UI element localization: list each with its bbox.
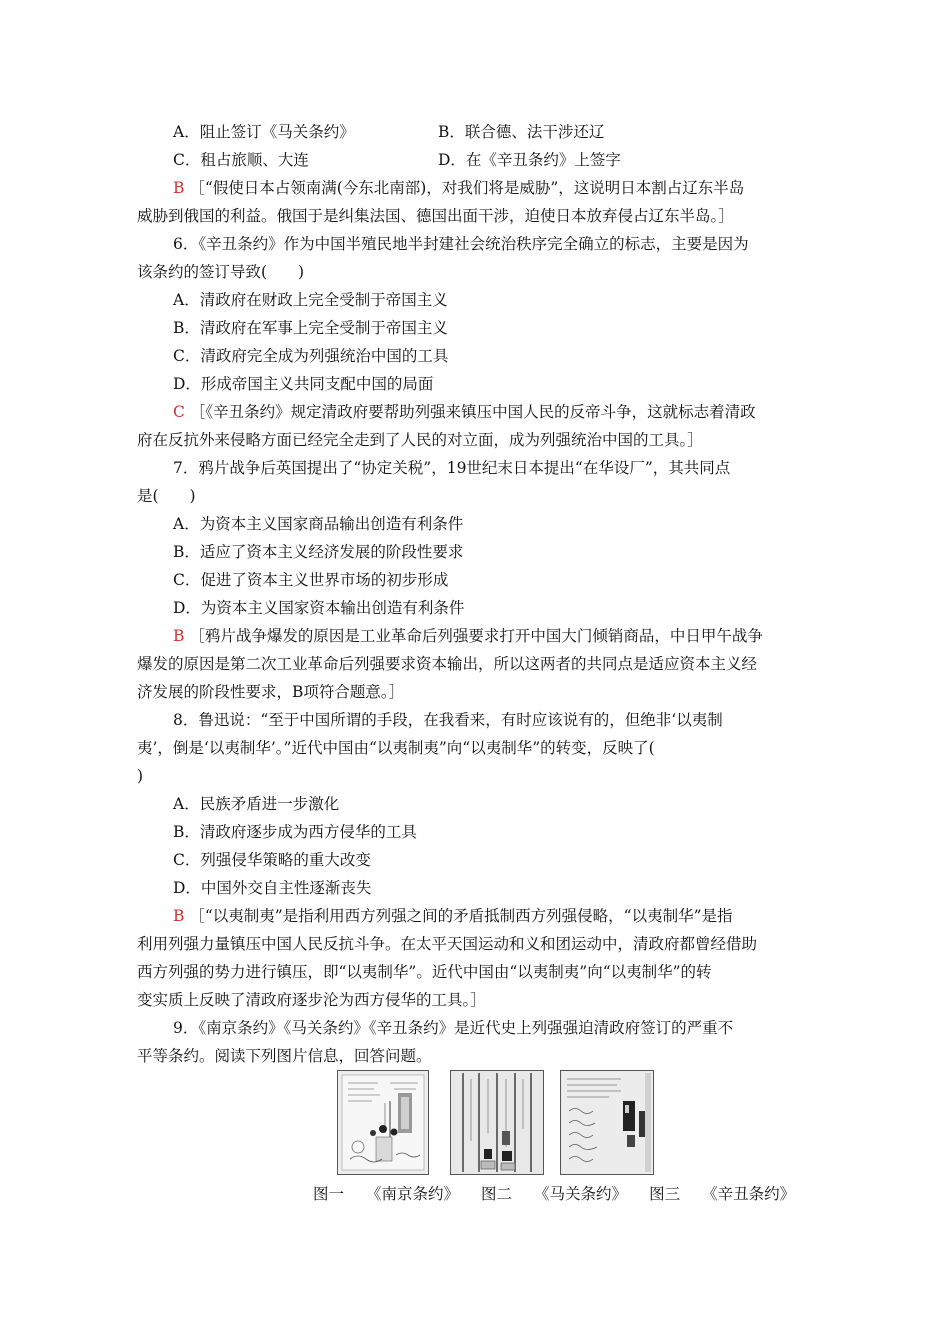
q7-option-c: C．促进了资本主义世界市场的初步形成 xyxy=(173,571,449,589)
figure-nanjing-treaty-image xyxy=(337,1070,429,1175)
q6-option-c: C．清政府完全成为列强统治中国的工具 xyxy=(173,347,449,365)
q8-explanation-line-3: 西方列强的势力进行镇压，即“以夷制华”。近代中国由“以夷制夷”向“以夷制华”的转 xyxy=(137,963,712,981)
q8-explanation-line-1: B ［“以夷制夷”是指利用西方列强之间的矛盾抵制西方列强侵略，“以夷制华”是指 xyxy=(173,907,733,925)
figure-boxer-protocol-image xyxy=(560,1070,654,1175)
treaty-figures xyxy=(0,1070,950,1175)
q7-explanation-line-3: 济发展的阶段性要求，B项符合题意。］ xyxy=(137,683,405,701)
q8-option-a: A．民族矛盾进一步激化 xyxy=(173,795,340,813)
q6-option-a: A．清政府在财政上完全受制于帝国主义 xyxy=(173,291,448,309)
q8-option-c: C．列强侵华策略的重大改变 xyxy=(173,851,371,869)
q6-option-b: B．清政府在军事上完全受制于帝国主义 xyxy=(173,319,448,337)
q6-explanation-line-1: C ［《辛丑条约》规定清政府要帮助列强来镇压中国人民的反帝斗争，这就标志着清政 xyxy=(173,403,756,421)
q8-stem-line-2: 夷’，倒是‘以夷制华’。”近代中国由“以夷制夷”向“以夷制华”的转变，反映了( xyxy=(137,739,655,757)
q6-option-d: D．形成帝国主义共同支配中国的局面 xyxy=(173,375,434,393)
q7-option-b: B．适应了资本主义经济发展的阶段性要求 xyxy=(173,543,464,561)
q6-answer: C xyxy=(173,403,185,421)
caption-figure-2-name: 《马关条约》 xyxy=(534,1185,628,1203)
q6-stem-line-1: 6．《辛丑条约》作为中国半殖民地半封建社会统治秩序完全确立的标志，主要是因为 xyxy=(173,235,749,253)
caption-figure-1-number: 图一 xyxy=(313,1185,345,1203)
q6-explanation-line-2: 府在反抗外来侵略方面已经完全走到了人民的对立面，成为列强统治中国的工具。］ xyxy=(137,431,703,449)
caption-figure-3-name: 《辛丑条约》 xyxy=(702,1185,796,1203)
q8-stem-line-1: 8．鲁迅说：“至于中国所谓的手段，在我看来，有时应该说有的，但绝非‘以夷制 xyxy=(173,711,723,729)
q5-explanation-line-1: B ［“假使日本占领南满(今东北南部)，对我们将是威胁”，这说明日本割占辽东半岛 xyxy=(173,179,745,197)
q6-stem-line-2: 该条约的签订导致( ) xyxy=(137,263,305,281)
caption-figure-1-name: 《南京条约》 xyxy=(366,1185,460,1203)
q5-option-b: B．联合德、法干涉还辽 xyxy=(438,123,605,141)
q9-stem-line-1: 9．《南京条约》《马关条约》《辛丑条约》是近代史上列强强迫清政府签订的严重不 xyxy=(173,1019,734,1037)
q7-explanation-line-2: 爆发的原因是第二次工业革命后列强要求资本输出，所以这两者的共同点是适应资本主义经 xyxy=(137,655,758,673)
q7-option-a: A．为资本主义国家商品输出创造有利条件 xyxy=(173,515,464,533)
q9-stem-line-2: 平等条约。阅读下列图片信息，回答问题。 xyxy=(137,1047,432,1065)
q7-answer: B xyxy=(173,627,185,645)
caption-figure-3-number: 图三 xyxy=(649,1185,681,1203)
caption-figure-2-number: 图二 xyxy=(481,1185,513,1203)
q5-explanation-line-2: 威胁到俄国的利益。俄国于是纠集法国、德国出面干涉，迫使日本放弃侵占辽东半岛。］ xyxy=(137,207,734,225)
q7-option-d: D．为资本主义国家资本输出创造有利条件 xyxy=(173,599,465,617)
q8-stem-line-3: ) xyxy=(137,767,144,785)
q7-stem-line-1: 7．鸦片战争后英国提出了“协定关税”，19世纪末日本提出“在华设厂”，其共同点 xyxy=(173,459,731,477)
q8-explanation-line-2: 利用列强力量镇压中国人民反抗斗争。在太平天国运动和义和团运动中，清政府都曾经借助 xyxy=(137,935,758,953)
q8-answer: B xyxy=(173,907,185,925)
q5-answer: B xyxy=(173,179,185,197)
q5-option-c: C．租占旅顺、大连 xyxy=(173,151,309,169)
figure-captions xyxy=(313,1183,795,1205)
q5-option-d: D．在《辛丑条约》上签字 xyxy=(438,151,621,169)
q7-stem-line-2: 是( ) xyxy=(137,487,196,505)
q7-explanation-line-1: B ［鸦片战争爆发的原因是工业革命后列强要求打开中国大门倾销商品，中日甲午战争 xyxy=(173,627,763,645)
figure-shimonoseki-treaty-image xyxy=(450,1070,544,1175)
q8-explanation-line-4: 变实质上反映了清政府逐步沦为西方侵华的工具。］ xyxy=(137,991,486,1009)
q5-option-a: A．阻止签订《马关条约》 xyxy=(173,123,355,141)
q8-option-b: B．清政府逐步成为西方侵华的工具 xyxy=(173,823,417,841)
q8-option-d: D．中国外交自主性逐渐丧失 xyxy=(173,879,372,897)
